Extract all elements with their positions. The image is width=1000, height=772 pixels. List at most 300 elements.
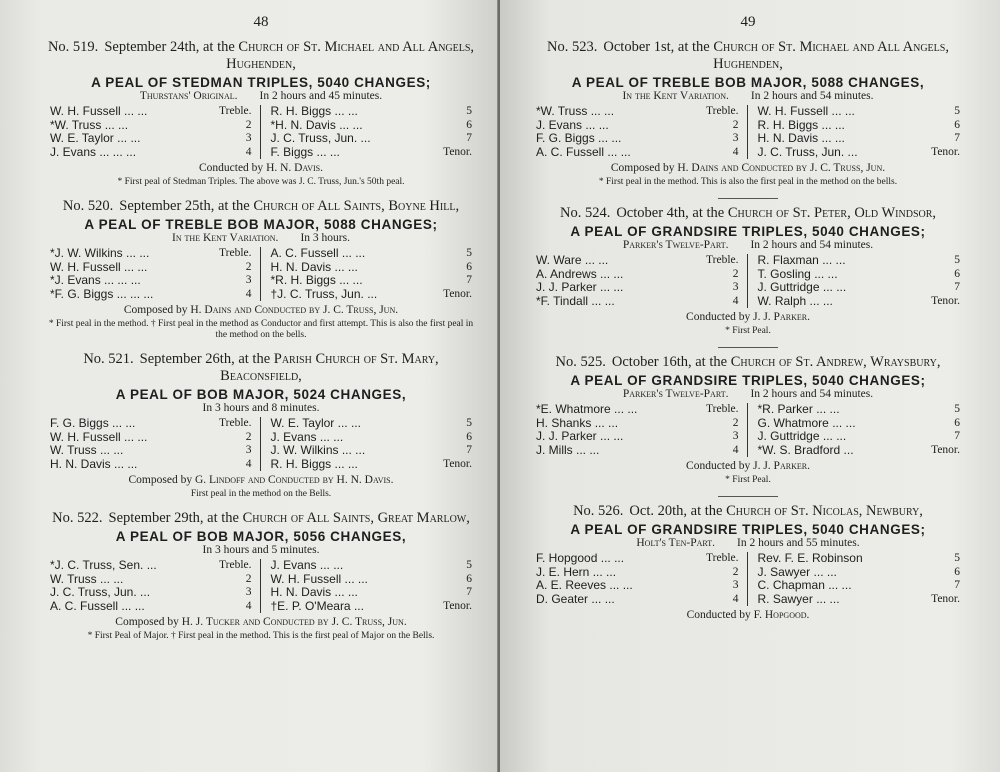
conductor-name: G. Lindoff and Conducted by H. N. Davis. <box>194 474 394 486</box>
page-number: 48 <box>253 14 269 30</box>
ringer-name-text: *E. Whatmore <box>536 402 611 416</box>
peal-method: Parker's Twelve-Part. <box>622 239 729 251</box>
ringer-row <box>758 146 961 160</box>
leader-dots: ... ... <box>822 280 847 294</box>
leader-dots: ... ... <box>600 429 624 443</box>
bell-number: 3 <box>732 281 739 293</box>
ringer-row <box>758 132 961 146</box>
ringer-row <box>50 146 252 160</box>
leader-dots: ... ... <box>822 253 846 267</box>
peal-duration: In 2 hours and 54 minutes. <box>750 239 874 251</box>
ringer-name <box>50 417 135 431</box>
bell-number: 7 <box>466 274 472 286</box>
ringer-name <box>536 295 615 309</box>
leader-dots: ... ... <box>816 402 840 416</box>
ringer-name <box>536 444 599 458</box>
leader-dots: ... ... <box>104 117 129 132</box>
peal-record <box>526 496 970 621</box>
ringer-row <box>758 119 961 133</box>
peal-number: No. 521. <box>83 351 134 367</box>
ringer-name-text: R. H. Biggs <box>270 456 332 471</box>
conductor-prefix: Conducted by <box>686 311 751 323</box>
ringer-name <box>536 268 623 282</box>
bell-number: 5 <box>466 417 472 429</box>
peal-subtitle <box>40 402 482 415</box>
ringer-row <box>271 247 473 261</box>
bell-number: Tenor. <box>931 592 960 605</box>
ringer-row <box>271 288 473 302</box>
ringer-row <box>50 288 252 302</box>
peal-footnote: * First peal of Stedman Triples. The above was J. C. Truss, Jun.'s 50th peal. <box>117 177 405 187</box>
peal-conductor <box>40 162 482 174</box>
peal-title: A PEAL OF TREBLE BOB MAJOR, 5088 CHANGES, <box>571 75 925 90</box>
right-page <box>500 0 1000 772</box>
peal-duration: In 2 hours and 54 minutes. <box>750 90 874 102</box>
peal-heading <box>526 354 970 371</box>
peal-record <box>526 39 970 188</box>
ringer-name-text: H. Shanks <box>536 415 592 430</box>
ringer-name-text: H. N. Davis <box>757 131 819 145</box>
peal-method: Holt's Ten-Part. <box>636 537 715 549</box>
ringer-column-right <box>261 247 473 301</box>
bell-number: 7 <box>466 132 472 144</box>
peal-method: In the Kent Variation. <box>622 90 729 102</box>
ringer-name-text: J. J. Parker <box>536 280 597 294</box>
ringer-name-text: W. H. Fussell <box>50 259 121 274</box>
ringer-row <box>50 559 252 573</box>
ringer-name-text: *F. G. Biggs <box>50 286 114 301</box>
ringer-row <box>50 444 252 458</box>
leader-dots: ... ... <box>591 293 615 308</box>
ringer-row <box>271 417 473 431</box>
bell-number: 4 <box>732 443 739 456</box>
bell-number: 5 <box>466 247 472 259</box>
bell-number: 7 <box>954 430 960 442</box>
bell-number: 7 <box>466 586 472 598</box>
ringer-name-text: A. Andrews <box>536 266 597 281</box>
leader-dots: ... ... <box>319 558 344 572</box>
peal-record <box>40 39 482 188</box>
peal-date: October 4th, at the <box>616 205 725 221</box>
ringer-name-text: *W. S. Bradford <box>757 442 841 457</box>
bell-number: Treble. <box>706 403 739 415</box>
leader-dots: ... ... <box>576 442 600 457</box>
ringer-column-left <box>536 403 748 457</box>
ringer-name <box>536 105 614 119</box>
ringer-name <box>50 444 123 458</box>
ringer-name <box>758 281 847 295</box>
ringer-row <box>50 261 252 275</box>
bell-number: 4 <box>732 592 739 605</box>
leader-dots: ... ... <box>124 259 148 274</box>
ringer-row <box>758 417 961 431</box>
peal-church: Church of All Saints, Boyne Hill, <box>253 198 460 214</box>
peal-conductor <box>40 616 482 628</box>
leader-dots: ... ... <box>584 253 609 267</box>
conductor-prefix: Composed by <box>115 616 179 628</box>
ringer-name-text: W. Ware <box>536 253 582 267</box>
peal-title: A PEAL OF TREBLE BOB MAJOR, 5088 CHANGES; <box>84 217 438 232</box>
bell-number: Tenor. <box>931 145 960 158</box>
leader-dots: ... ... <box>614 402 638 416</box>
ringer-name <box>758 119 845 133</box>
ringer-name <box>758 579 852 593</box>
ringer-row <box>271 431 473 445</box>
ringer-name <box>271 586 358 600</box>
divider-rule <box>718 198 778 199</box>
ringer-name <box>50 431 147 445</box>
leader-dots: ... ... <box>594 415 619 430</box>
peal-heading <box>526 205 970 222</box>
leader-dots: ... <box>140 585 151 599</box>
leader-dots: ... ... <box>339 117 363 132</box>
conductor-prefix: Composed by <box>123 304 188 316</box>
leader-dots: ... ... <box>339 273 363 287</box>
ringer-name-text: W. E. Taylor <box>50 131 114 145</box>
ringer-name <box>758 268 838 282</box>
peal-title: A PEAL OF BOB MAJOR, 5024 CHANGES, <box>115 387 407 402</box>
bell-number: 4 <box>245 287 252 300</box>
ringer-row <box>50 600 252 614</box>
peal-subtitle <box>526 537 970 550</box>
leader-dots: ... ... <box>124 104 148 118</box>
leader-dots: ... ... <box>814 266 838 281</box>
peal-number: No. 524. <box>559 205 611 221</box>
ringer-row <box>536 281 739 295</box>
bell-number: 5 <box>954 403 960 415</box>
ringer-name <box>271 431 344 445</box>
ringer-name <box>536 403 637 417</box>
conductor-prefix: Conducted by <box>686 609 751 621</box>
ringer-name <box>271 146 340 160</box>
ringer-name-text: *J. Evans <box>50 273 101 287</box>
leader-dots: ... ... <box>100 443 124 457</box>
peal-date: September 26th, at the <box>139 351 271 367</box>
peal-footnote: * First peal in the method. † First peal in the method as Conductor and first attempt. This is also the first peal in the method on the bells. <box>48 319 474 340</box>
bell-number: Treble. <box>219 559 252 571</box>
bell-number: 4 <box>245 457 252 470</box>
ringer-row <box>50 274 252 288</box>
bell-number: 4 <box>732 145 739 158</box>
bell-number: Tenor. <box>443 599 472 612</box>
bell-number: 7 <box>466 444 472 456</box>
ringer-row <box>50 105 252 119</box>
ringer-name <box>50 274 141 288</box>
bell-number: Tenor. <box>443 145 472 158</box>
peal-list <box>526 39 970 621</box>
bell-number: 3 <box>732 430 739 442</box>
bell-number: 2 <box>732 118 739 131</box>
ringer-row <box>271 261 473 275</box>
bell-number: 5 <box>466 105 472 117</box>
ringer-row <box>758 579 961 593</box>
ringer-row <box>758 430 961 444</box>
ringer-name <box>758 593 840 607</box>
ringer-name <box>271 119 363 133</box>
bell-number: 2 <box>245 260 252 273</box>
conductor-prefix: Conducted by <box>198 162 264 174</box>
ringer-name <box>50 586 150 600</box>
ringer-name-text: J. C. Truss, Jun. <box>270 131 358 145</box>
ringer-column-right <box>261 105 473 159</box>
ringer-row <box>271 458 473 472</box>
ringer-column-right <box>261 559 473 613</box>
leader-dots: ... ... <box>821 117 845 132</box>
leader-dots: ... ... <box>591 591 615 606</box>
ringer-name <box>758 552 863 566</box>
leader-dots: ... ... <box>334 456 358 471</box>
leader-dots: ... <box>353 598 364 613</box>
peal-footnote: * First Peal. <box>725 475 771 485</box>
ringer-column-right <box>748 403 961 457</box>
bell-number: Tenor. <box>443 287 472 300</box>
ringer-row <box>536 566 739 580</box>
ringer-name-text: Rev. F. E. Robinson <box>757 551 863 565</box>
ringer-name <box>758 444 854 458</box>
bell-number: 2 <box>245 572 252 585</box>
ringer-name-text: J. Guttridge <box>757 429 820 443</box>
peal-list <box>40 39 482 642</box>
ringer-name <box>536 119 609 133</box>
ringer-row <box>271 586 473 600</box>
peal-heading <box>526 39 970 73</box>
ringer-row <box>758 281 961 295</box>
ringer-row <box>50 417 252 431</box>
leader-dots: ... ... <box>822 429 847 443</box>
ringer-row <box>271 105 473 119</box>
ringer-name <box>50 458 137 472</box>
ringer-name-text: A. E. Reeves <box>536 578 607 592</box>
ringer-name-text: W. E. Taylor <box>270 416 335 430</box>
leader-dots: ... ... <box>114 456 138 471</box>
peal-conductor <box>526 162 970 174</box>
bell-number: Tenor. <box>931 294 960 307</box>
ringer-name <box>536 566 616 580</box>
leader-dots: ... ... <box>316 144 340 159</box>
ringer-name <box>758 132 845 146</box>
ringer-row <box>758 593 961 607</box>
ringer-name-text: J. E. Hern <box>536 564 590 579</box>
bell-number: 2 <box>245 118 252 131</box>
leader-dots: ... ... ... <box>116 286 154 301</box>
ringer-row <box>758 295 961 309</box>
bell-number: 5 <box>954 552 960 564</box>
ringer-name <box>536 132 621 146</box>
leader-dots: ... ... <box>334 104 358 118</box>
ringer-name-text: H. N. Davis <box>50 456 111 471</box>
leader-dots: ... ... <box>607 144 631 159</box>
peal-number: No. 523. <box>547 39 598 55</box>
ringer-name-text: *W. Truss <box>50 117 102 132</box>
ringer-name <box>271 600 364 614</box>
ringer-name-text: J. Evans <box>50 144 97 159</box>
ringer-name-text: †E. P. O'Meara <box>270 598 351 613</box>
leader-dots: ... ... <box>813 564 837 579</box>
ringer-name-text: R. Sawyer <box>757 591 813 606</box>
peal-heading <box>40 39 482 73</box>
peal-conductor <box>40 474 482 486</box>
leader-dots: ... ... <box>126 246 150 260</box>
leader-dots: ... ... <box>809 293 833 308</box>
ringer-row <box>536 119 739 133</box>
ringer-name-text: †J. C. Truss, Jun. <box>270 286 364 301</box>
ringer-row <box>536 295 739 309</box>
peal-record <box>526 198 970 337</box>
ringer-name <box>271 573 368 587</box>
peal-title: A PEAL OF GRANDSIRE TRIPLES, 5040 CHANGES; <box>570 224 926 239</box>
ringer-row <box>536 552 739 566</box>
bell-number: 6 <box>466 430 472 443</box>
peal-method: In the Kent Variation. <box>172 232 279 244</box>
ringer-name-text: W. Truss <box>50 443 97 457</box>
leader-dots: ... ... ... <box>104 273 141 287</box>
ringer-table <box>50 559 472 613</box>
ringer-column-right <box>748 254 961 308</box>
ringer-row <box>271 119 473 133</box>
ringer-name-text: C. Chapman <box>757 578 825 592</box>
ringer-row <box>536 579 739 593</box>
peal-subtitle <box>40 544 482 557</box>
peal-record <box>40 351 482 500</box>
ringer-row <box>536 146 739 160</box>
leader-dots: ... ... <box>832 415 856 430</box>
ringer-name-text: F. Biggs <box>270 144 314 159</box>
ringer-column-right <box>261 417 473 471</box>
conductor-name: H. Dains and Conducted by J. C. Truss, Jun. <box>190 304 399 316</box>
peal-church: Church of St. Nicolas, Newbury, <box>726 503 923 519</box>
ringer-name-text: *F. Tindall <box>536 293 589 308</box>
peal-conductor <box>526 609 970 621</box>
leader-dots: ... ... <box>831 104 855 118</box>
peal-subtitle <box>526 388 970 401</box>
peal-heading <box>40 510 482 527</box>
ringer-row <box>536 444 739 458</box>
ringer-name <box>50 288 153 302</box>
ringer-name-text: R. H. Biggs <box>757 117 819 132</box>
leader-dots: ... <box>843 442 854 457</box>
peal-title: A PEAL OF STEDMAN TRIPLES, 5040 CHANGES; <box>91 75 431 90</box>
ringer-name-text: W. H. Fussell <box>50 429 121 444</box>
peal-record <box>40 510 482 642</box>
ringer-name-text: J. C. Truss, Jun. <box>50 585 137 599</box>
ringer-name-text: A. C. Fussell <box>270 246 339 260</box>
bell-number: Tenor. <box>931 443 960 456</box>
ringer-name-text: G. Whatmore <box>757 415 829 430</box>
ringer-name <box>758 146 858 160</box>
peal-title: A PEAL OF GRANDSIRE TRIPLES, 5040 CHANGES; <box>570 373 926 388</box>
bell-number: 5 <box>954 254 960 266</box>
ringer-name <box>758 430 847 444</box>
peal-heading <box>40 198 482 215</box>
ringer-name-text: *J. W. Wilkins <box>50 246 123 260</box>
ringer-row <box>536 268 739 282</box>
leader-dots: ... <box>847 144 858 159</box>
peal-duration: In 2 hours and 54 minutes. <box>750 388 874 400</box>
leader-dots: ... ... <box>319 429 344 444</box>
ringer-name-text: J. Evans <box>536 117 583 132</box>
conductor-name: J. J. Parker. <box>753 311 810 323</box>
ringer-column-left <box>536 552 748 606</box>
ringer-row <box>271 444 473 458</box>
ringer-name-text: T. Gosling <box>757 266 811 281</box>
ringer-name <box>536 430 623 444</box>
peal-subtitle <box>526 239 970 252</box>
ringer-row <box>536 254 739 268</box>
peal-method: Parker's Twelve-Part. <box>622 388 729 400</box>
peal-date: October 1st, at the <box>603 39 710 55</box>
ringer-name-text: H. N. Davis <box>270 259 332 274</box>
bell-number: 3 <box>732 132 739 144</box>
leader-dots: ... ... <box>592 564 617 579</box>
peal-footnote: * First peal in the method. This is also the first peal in the method on the bells. <box>598 177 898 187</box>
ringer-row <box>758 403 961 417</box>
bell-number: 3 <box>732 579 739 591</box>
ringer-name-text: W. Truss <box>50 571 97 586</box>
bell-number: 4 <box>245 599 252 612</box>
leader-dots: ... ... <box>341 246 366 260</box>
leader-dots: ... ... <box>124 429 148 444</box>
peal-number: No. 520. <box>62 198 114 214</box>
page-number: 49 <box>740 14 756 30</box>
conductor-prefix: Composed by <box>610 162 675 174</box>
peal-footnote: * First Peal of Major. † First peal in the method. This is the first peal of Major on the Bells. <box>87 631 435 641</box>
leader-dots: ... ... <box>341 443 366 457</box>
ringer-row <box>758 552 961 566</box>
peal-number: No. 522. <box>52 510 103 526</box>
leader-dots: ... <box>146 558 157 572</box>
bell-number: 3 <box>245 274 252 286</box>
peal-church: Church of St. Peter, Old Windsor, <box>727 205 937 221</box>
conductor-name: H. Dains and Conducted by J. C. Truss, Jun. <box>677 162 886 174</box>
conductor-name: F. Hopgood. <box>753 609 810 621</box>
ringer-name <box>536 579 633 593</box>
bell-number: 6 <box>466 118 472 131</box>
leader-dots: ... ... <box>112 416 136 430</box>
divider-rule <box>718 347 778 348</box>
peal-heading <box>526 503 970 520</box>
leader-dots: ... ... <box>609 578 633 592</box>
leader-dots: ... ... <box>590 104 615 118</box>
bell-number: 6 <box>954 565 960 578</box>
peal-church: Church of All Saints, Great Marlow, <box>242 510 470 526</box>
ringer-name <box>271 261 358 275</box>
bell-number: 3 <box>245 586 252 598</box>
ringer-row <box>50 573 252 587</box>
bell-number: 2 <box>245 430 252 443</box>
ringer-name-text: A. C. Fussell <box>50 598 119 613</box>
ringer-name <box>50 559 157 573</box>
bell-number: Treble. <box>706 105 739 117</box>
bell-number: Treble. <box>219 247 252 259</box>
ringer-name <box>271 247 366 261</box>
ringer-name-text: D. Geater <box>536 591 589 606</box>
peal-date: Oct. 20th, at the <box>629 503 723 519</box>
divider-rule <box>718 496 778 497</box>
peal-number: No. 526. <box>573 503 624 519</box>
bell-number: Treble. <box>706 254 739 266</box>
peal-record <box>526 347 970 486</box>
bell-number: 7 <box>954 132 960 144</box>
ringer-name <box>50 600 145 614</box>
bell-number: 4 <box>245 145 252 158</box>
ringer-name <box>758 417 856 431</box>
ringer-row <box>271 559 473 573</box>
ringer-name <box>536 593 615 607</box>
peal-subtitle <box>526 90 970 103</box>
bell-number: 2 <box>732 416 739 429</box>
peal-date: September 29th, at the <box>108 510 239 526</box>
ringer-name-text: J. W. Wilkins <box>270 443 339 457</box>
